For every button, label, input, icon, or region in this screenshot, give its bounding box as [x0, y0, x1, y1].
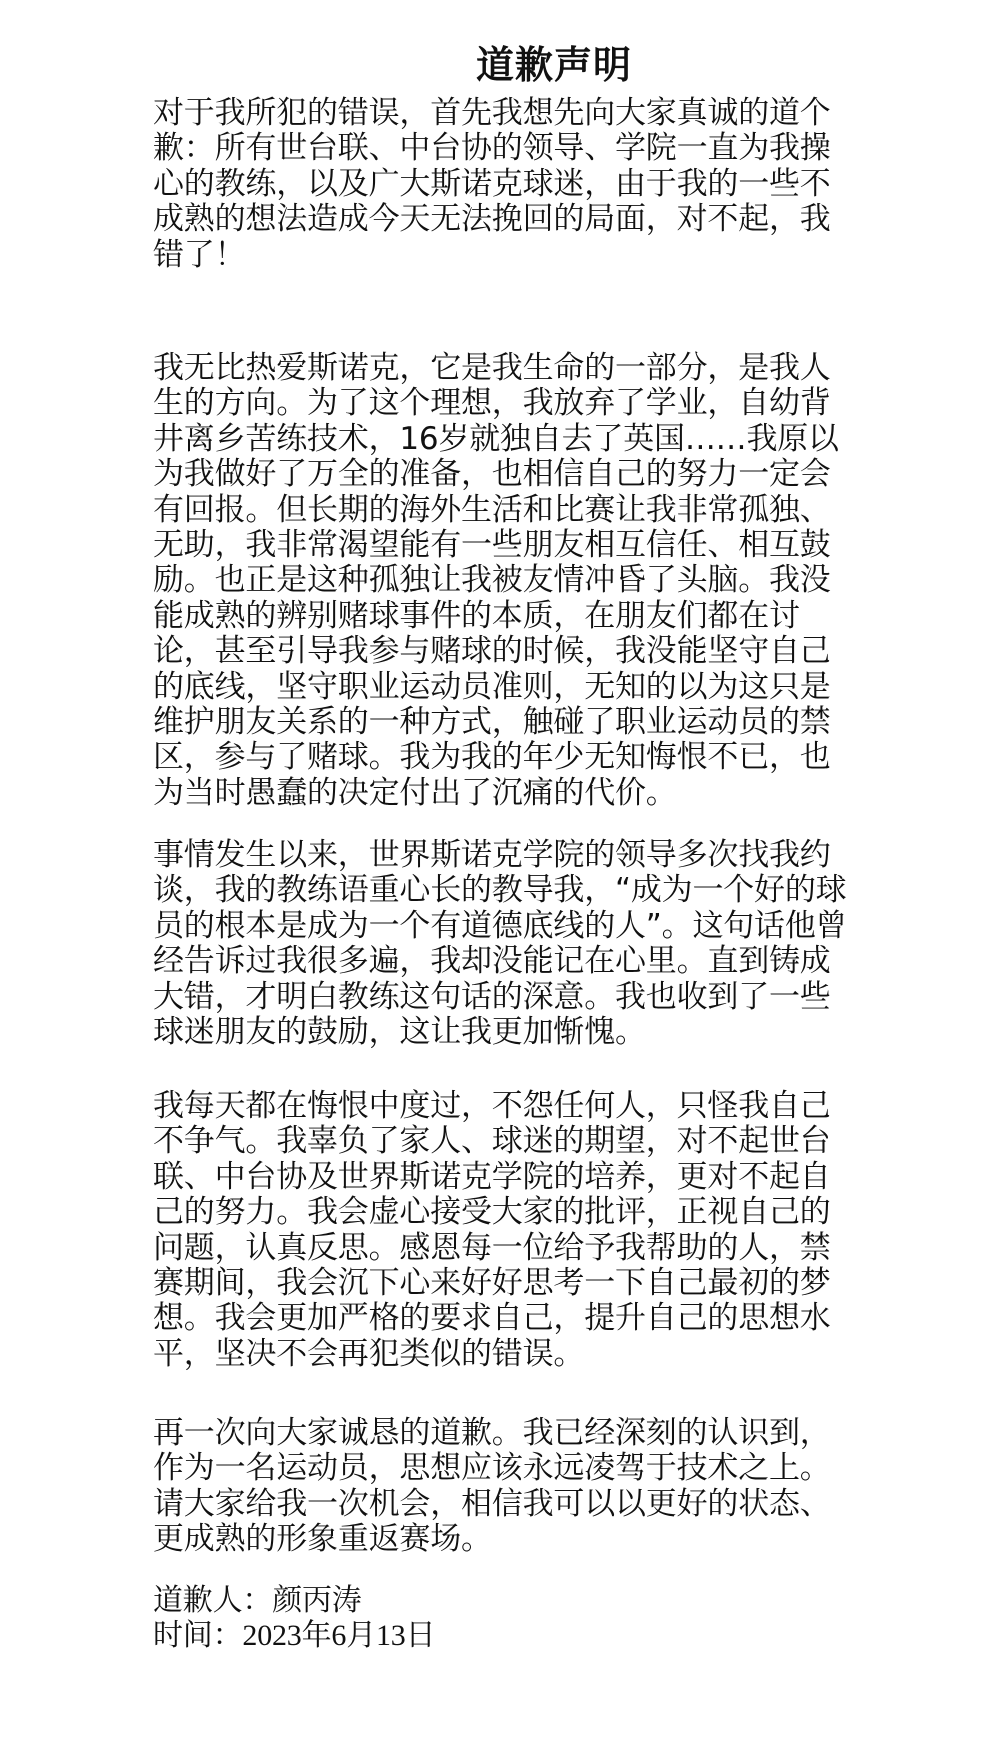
- text-line: 想。我会更加严格的要求自己，提升自己的思想水: [153, 1300, 831, 1337]
- paragraph-1: [153, 96, 873, 273]
- text-line: 联、中台协及世界斯诺克学院的培养，更对不起自: [153, 1158, 831, 1195]
- text-line: 维护朋友关系的一种方式，触碰了职业运动员的禁: [153, 703, 831, 740]
- text-line: 有回报。但长期的海外生活和比赛让我非常孤独、: [153, 491, 831, 528]
- signature-author: [153, 1583, 873, 1618]
- text-line: 生的方向。为了这个理想，我放弃了学业，自幼背: [153, 385, 831, 422]
- text-line: 我每天都在悔恨中度过，不怨任何人，只怪我自己: [153, 1088, 831, 1124]
- text-line: 为当时愚蠢的决定付出了沉痛的代价。: [153, 774, 677, 811]
- text-line: 问题，认真反思。感恩每一位给予我帮助的人，禁: [153, 1229, 831, 1266]
- text-line: 心的教练，以及广大斯诺克球迷，由于我的一些不: [153, 165, 831, 202]
- date-value: 2023年6月13日: [242, 1619, 436, 1653]
- text-line: 再一次向大家诚恳的道歉。我已经深刻的认识到，: [153, 1415, 831, 1451]
- text-line: 论，甚至引导我参与赌球的时候，我没能坚守自己: [153, 633, 831, 670]
- text-line: 作为一名运动员，思想应该永远凌驾于技术之上。: [153, 1450, 831, 1487]
- text-line: 无助，我非常渴望能有一些朋友相互信任、相互鼓: [153, 526, 831, 563]
- paragraph-2: [153, 351, 873, 811]
- text-line: 谈，我的教练语重心长的教导我，“成为一个好的球: [153, 872, 847, 909]
- text-line: 球迷朋友的鼓励，这让我更加惭愧。: [153, 1013, 646, 1050]
- text-line: 赛期间，我会沉下心来好好思考一下自己最初的梦: [153, 1264, 831, 1301]
- paragraph-5: [153, 1416, 873, 1558]
- text-line: 我无比热爱斯诺克，它是我生命的一部分，是我人: [153, 350, 831, 386]
- text-line: 平，坚决不会再犯类似的错误。: [153, 1335, 585, 1372]
- text-line: 对于我所犯的错误，首先我想先向大家真诚的道个: [153, 95, 831, 131]
- document-title: 道歉声明: [476, 43, 633, 87]
- text-line: 歉：所有世台联、中台协的领导、学院一直为我操: [153, 130, 831, 167]
- text-line: 的底线，坚守职业运动员准则，无知的以为这只是: [153, 668, 831, 705]
- text-line: 能成熟的辨别赌球事件的本质，在朋友们都在讨: [153, 597, 800, 634]
- text-line: 更成熟的形象重返赛场。: [153, 1521, 492, 1558]
- text-line: 错了！: [153, 236, 246, 273]
- text-line: 请大家给我一次机会，相信我可以以更好的状态、: [153, 1485, 831, 1522]
- date-label: 时间：: [153, 1618, 243, 1654]
- text-line: 成熟的想法造成今天无法挽回的局面，对不起，我: [153, 201, 831, 238]
- author-name: 颜丙涛: [272, 1583, 362, 1618]
- author-label: 道歉人：: [153, 1583, 273, 1618]
- paragraph-4: [153, 1089, 873, 1372]
- paragraph-3: [153, 838, 873, 1050]
- text-line: 大错，才明白教练这句话的深意。我也收到了一些: [153, 978, 831, 1015]
- text-line: 经告诉过我很多遍，我却没能记在心里。直到铸成: [153, 943, 831, 980]
- text-line: 己的努力。我会虚心接受大家的批评，正视自己的: [153, 1194, 831, 1231]
- signature-date: [153, 1618, 873, 1653]
- signature-block: [153, 1583, 873, 1654]
- text-line: 事情发生以来，世界斯诺克学院的领导多次找我约: [153, 837, 831, 873]
- text-line: 不争气。我辜负了家人、球迷的期望，对不起世台: [153, 1123, 831, 1160]
- text-line: 为我做好了万全的准备，也相信自己的努力一定会: [153, 456, 831, 493]
- text-line: 井离乡苦练技术，16岁就独自去了英国……我原以: [153, 420, 839, 457]
- text-line: 励。也正是这种孤独让我被友情冲昏了头脑。我没: [153, 562, 831, 599]
- text-line: 区，参与了赌球。我为我的年少无知悔恨不已，也: [153, 739, 831, 776]
- text-line: 员的根本是成为一个有道德底线的人”。这句话他曾: [153, 907, 847, 944]
